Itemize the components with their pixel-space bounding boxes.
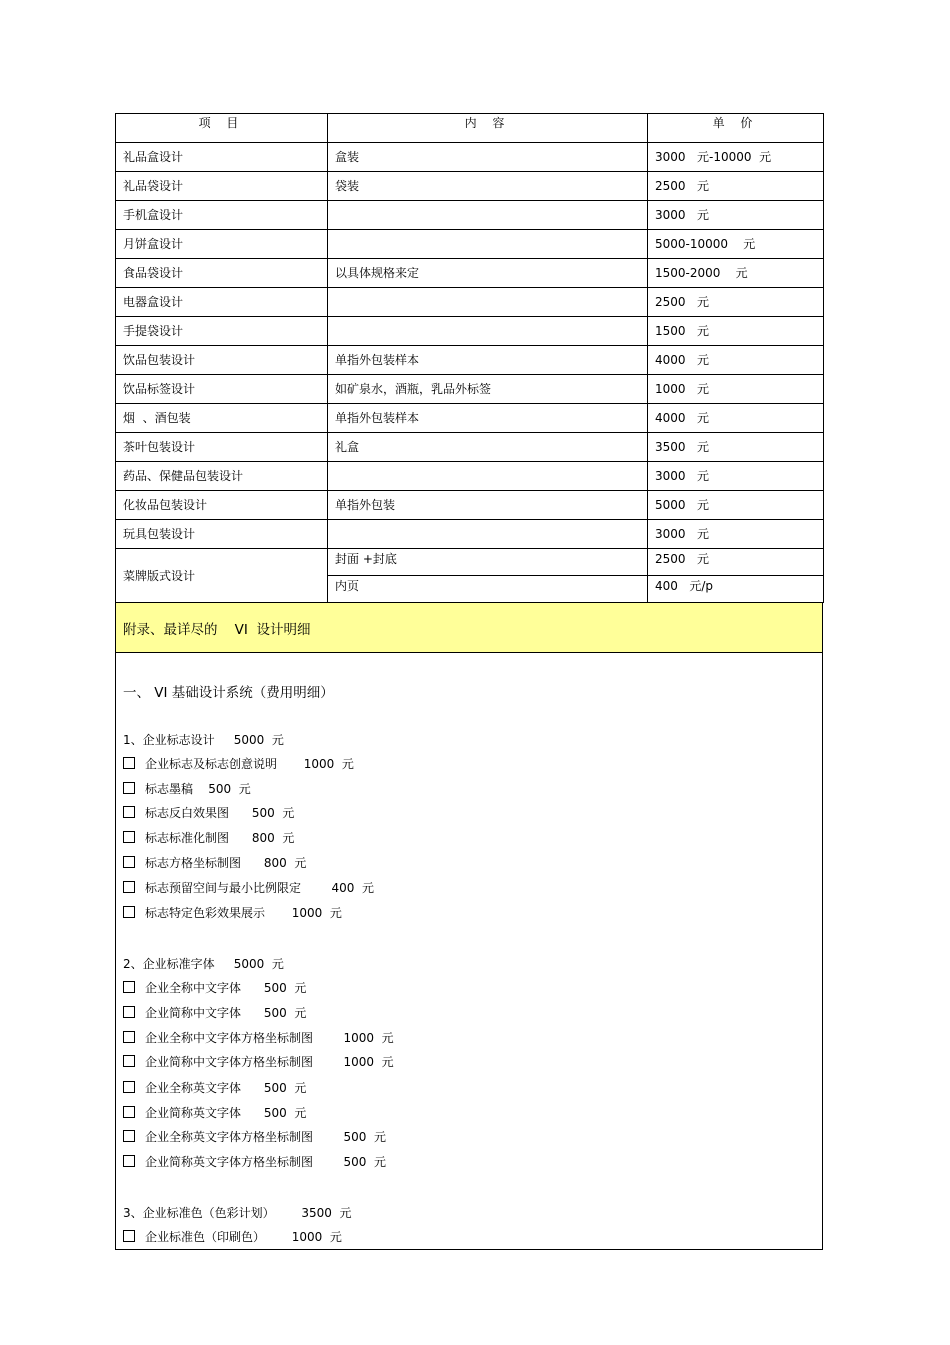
line-text: 标志墨稿 500 元: [145, 782, 251, 796]
checklist-item: [123, 1130, 386, 1144]
checkbox-icon: [123, 1106, 135, 1118]
cell-price: 2500 元: [648, 549, 824, 576]
line-text: 标志方格坐标制图 800 元: [145, 856, 307, 870]
checklist-item: [123, 1031, 394, 1045]
cell-item: 玩具包装设计: [116, 520, 328, 549]
line-text: 标志特定色彩效果展示 1000 元: [145, 906, 342, 920]
cell-content: 礼盒: [328, 433, 648, 462]
vi-detail-box: [115, 653, 823, 1250]
header-content: 内 容: [328, 114, 648, 143]
cell-content: 封面 +封底: [328, 549, 648, 576]
line-text: 企业全称中文字体方格坐标制图 1000 元: [145, 1031, 394, 1045]
cell-item: 手机盒设计: [116, 201, 328, 230]
line-text: 企业全称中文字体 500 元: [145, 981, 307, 995]
cell-price: 3000 元: [648, 201, 824, 230]
cell-price: 4000 元: [648, 346, 824, 375]
checkbox-icon: [123, 856, 135, 868]
cell-price: 3500 元: [648, 433, 824, 462]
line-text: 企业简称英文字体方格坐标制图 500 元: [145, 1155, 387, 1169]
line-text: 企业简称英文字体 500 元: [145, 1106, 307, 1120]
line-text: 标志预留空间与最小比例限定 400 元: [145, 881, 375, 895]
appendix-banner-text: 附录、最详尽的 VI 设计明细: [123, 621, 311, 638]
checklist-item: [123, 1106, 306, 1120]
table-row: [116, 433, 824, 462]
checklist-item: [123, 906, 342, 920]
cell-content: [328, 317, 648, 346]
appendix-banner: [115, 603, 823, 653]
cell-item: 食品袋设计: [116, 259, 328, 288]
cell-price: 1500 元: [648, 317, 824, 346]
table-row: [116, 462, 824, 491]
cell-item: 饮品标签设计: [116, 375, 328, 404]
cell-content: [328, 230, 648, 259]
table-row: [116, 143, 824, 172]
cell-content: 内页: [328, 576, 648, 603]
line-text: 企业简称中文字体 500 元: [145, 1006, 307, 1020]
table-row: [116, 230, 824, 259]
checkbox-icon: [123, 906, 135, 918]
checklist-item: [123, 1081, 306, 1095]
checklist-item: [123, 782, 251, 796]
cell-content: [328, 462, 648, 491]
checkbox-icon: [123, 1155, 135, 1167]
checkbox-icon: [123, 981, 135, 993]
cell-item: 礼品袋设计: [116, 172, 328, 201]
line-text: 标志标准化制图 800 元: [145, 831, 295, 845]
cell-price: 2500 元: [648, 172, 824, 201]
table-row: [116, 317, 824, 346]
checkbox-icon: [123, 1006, 135, 1018]
checkbox-icon: [123, 1081, 135, 1093]
cell-price: 2500 元: [648, 288, 824, 317]
checkbox-icon: [123, 831, 135, 843]
line-text: 企业全称英文字体 500 元: [145, 1081, 307, 1095]
cell-price: 3000 元: [648, 520, 824, 549]
table-row: [116, 520, 824, 549]
header-item: 项 目: [116, 114, 328, 143]
cell-content: 单指外包装: [328, 491, 648, 520]
group-heading: [123, 1206, 352, 1220]
cell-price: 1500-2000 元: [648, 259, 824, 288]
cell-item: 烟 、酒包装: [116, 404, 328, 433]
header-price: 单 价: [648, 114, 824, 143]
checkbox-icon: [123, 806, 135, 818]
cell-price: 3000 元-10000 元: [648, 143, 824, 172]
cell-item: 药品、保健品包装设计: [116, 462, 328, 491]
price-table: [115, 113, 824, 603]
checklist-item: [123, 806, 294, 820]
line-text: 1、企业标志设计 5000 元: [123, 733, 284, 747]
checklist-item: [123, 831, 294, 845]
cell-item: 礼品盒设计: [116, 143, 328, 172]
table-row: [116, 288, 824, 317]
checkbox-icon: [123, 1031, 135, 1043]
checklist-item: [123, 981, 306, 995]
cell-item: 茶叶包装设计: [116, 433, 328, 462]
cell-price: 400 元/p: [648, 576, 824, 603]
line-text: 3、企业标准色（色彩计划） 3500 元: [123, 1206, 352, 1220]
cell-item: 月饼盒设计: [116, 230, 328, 259]
checkbox-icon: [123, 782, 135, 794]
line-text: 企业全称英文字体方格坐标制图 500 元: [145, 1130, 387, 1144]
table-header-row: [116, 114, 824, 143]
checklist-item: [123, 1006, 306, 1020]
line-text: 企业标志及标志创意说明 1000 元: [145, 757, 354, 771]
cell-content: [328, 201, 648, 230]
line-text: 企业简称中文字体方格坐标制图 1000 元: [145, 1055, 394, 1069]
checklist-item: [123, 856, 306, 870]
checklist-item: [123, 1155, 386, 1169]
cell-price: 1000 元: [648, 375, 824, 404]
group-heading: [123, 957, 284, 971]
cell-price: 3000 元: [648, 462, 824, 491]
checklist-item: [123, 1055, 394, 1069]
cell-item: 菜牌版式设计: [116, 549, 328, 603]
cell-content: 单指外包装样本: [328, 346, 648, 375]
checkbox-icon: [123, 1055, 135, 1067]
checklist-item: [123, 881, 374, 895]
cell-price: 5000-10000 元: [648, 230, 824, 259]
line-text: 企业标准色（印刷色） 1000 元: [145, 1230, 342, 1244]
cell-content: 单指外包装样本: [328, 404, 648, 433]
document-sheet: [115, 113, 823, 1250]
table-row: [116, 346, 824, 375]
cell-content: [328, 288, 648, 317]
table-row: [116, 259, 824, 288]
checklist-item: [123, 1230, 342, 1244]
cell-item: 化妆品包装设计: [116, 491, 328, 520]
section-title: 一、 VI 基础设计系统（费用明细）: [123, 685, 334, 701]
cell-content: 如矿泉水，酒瓶，乳品外标签: [328, 375, 648, 404]
table-row: [116, 491, 824, 520]
line-text: 标志反白效果图 500 元: [145, 806, 295, 820]
cell-price: 5000 元: [648, 491, 824, 520]
table-row: [116, 375, 824, 404]
checklist-item: [123, 757, 354, 771]
table-row: [116, 201, 824, 230]
cell-content: 盒装: [328, 143, 648, 172]
cell-content: 袋装: [328, 172, 648, 201]
cell-content: 以具体规格来定: [328, 259, 648, 288]
table-row-menu: [116, 549, 824, 576]
cell-content: [328, 520, 648, 549]
table-row: [116, 404, 824, 433]
line-text: 2、企业标准字体 5000 元: [123, 957, 284, 971]
group-heading: [123, 733, 284, 747]
table-row: [116, 172, 824, 201]
checkbox-icon: [123, 757, 135, 769]
checkbox-icon: [123, 1130, 135, 1142]
cell-item: 饮品包装设计: [116, 346, 328, 375]
cell-item: 电器盒设计: [116, 288, 328, 317]
cell-item: 手提袋设计: [116, 317, 328, 346]
checkbox-icon: [123, 1230, 135, 1242]
checkbox-icon: [123, 881, 135, 893]
cell-price: 4000 元: [648, 404, 824, 433]
